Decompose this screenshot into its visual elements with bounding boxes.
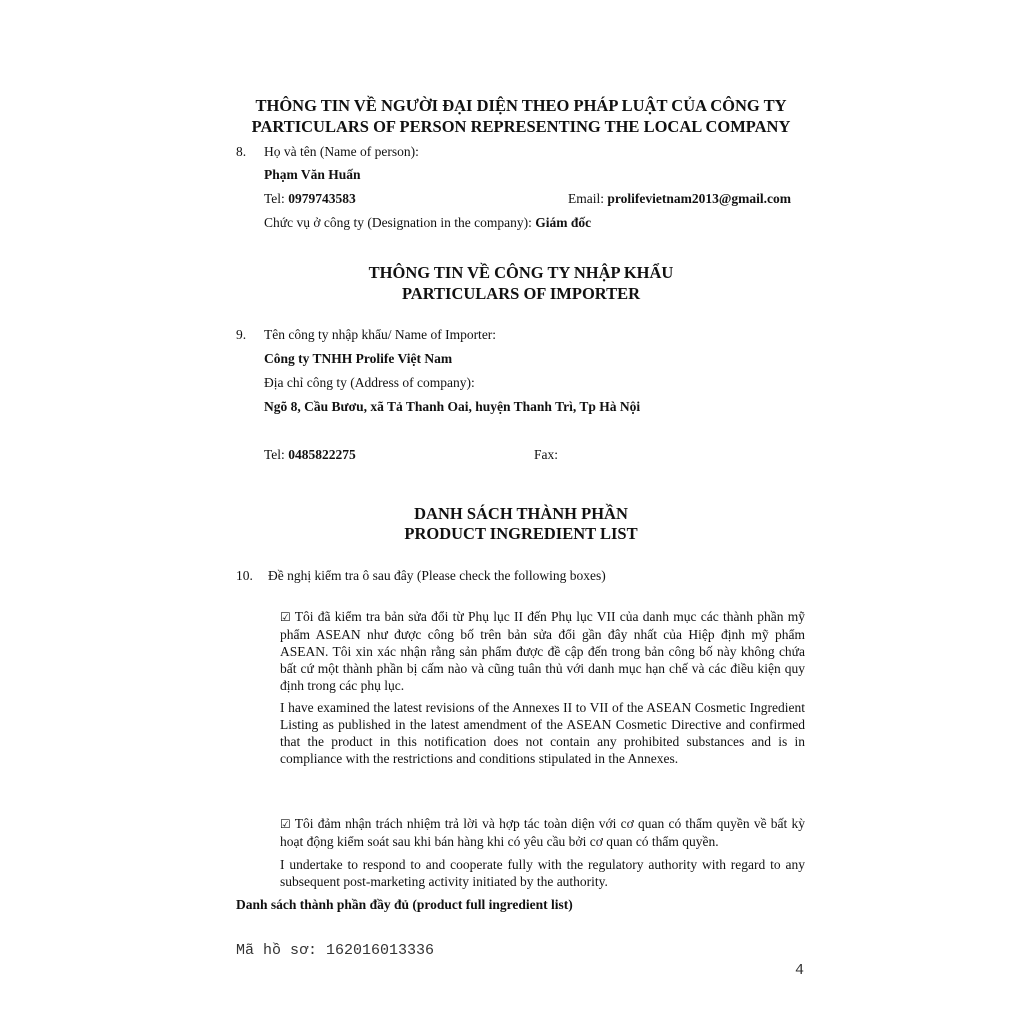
check-instruction: Đề nghị kiểm tra ô sau đây (Please check the following boxes) bbox=[268, 568, 606, 583]
section-rep-title-vi: THÔNG TIN VỀ NGƯỜI ĐẠI DIỆN THEO PHÁP LUẬT CỦA CÔNG TY bbox=[255, 96, 787, 115]
section-imp-title-en: PARTICULARS OF IMPORTER bbox=[401, 284, 641, 303]
checkbox-1-vi-paragraph bbox=[280, 608, 805, 694]
rep-email-value: prolifevietnam2013@gmail.com bbox=[607, 191, 792, 206]
rep-designation-label: Chức vụ ở công ty (Designation in the company): bbox=[264, 215, 536, 230]
rep-name-value: Phạm Văn Huấn bbox=[264, 167, 361, 182]
checkbox-1-en-text: I have examined the latest revisions of the Annexes II to VII of the ASEAN Cosmetic Ingredient Listing as published in the latest amendment of the ASEAN Cosmetic Directive and confirmed that the product in this notification does not contain any prohibited substances and is in compliance with the restrictions and conditions stipulated in the Annexes. bbox=[280, 700, 805, 766]
rep-tel-label: Tel: bbox=[264, 191, 289, 206]
importer-name-value: Công ty TNHH Prolife Việt Nam bbox=[264, 351, 453, 366]
importer-tel-label: Tel: bbox=[264, 447, 289, 462]
importer-address-label: Địa chỉ công ty (Address of company): bbox=[264, 375, 475, 390]
checkbox-2-icon[interactable]: ☑ bbox=[280, 817, 291, 831]
importer-name-label: Tên công ty nhập khẩu/ Name of Importer: bbox=[264, 327, 497, 342]
checkbox-2-vi-paragraph bbox=[280, 815, 805, 850]
rep-email-label: Email: bbox=[568, 191, 608, 206]
section-ing-title-vi: DANH SÁCH THÀNH PHẦN bbox=[414, 504, 628, 523]
rep-name-label: Họ và tên (Name of person): bbox=[264, 144, 419, 159]
full-ingredient-list-heading: Danh sách thành phần đầy đủ (product full ingredient list) bbox=[236, 897, 573, 912]
item-number-9: 9. bbox=[236, 327, 247, 342]
item-number-10: 10. bbox=[236, 568, 253, 583]
section-imp-title-vi: THÔNG TIN VỀ CÔNG TY NHẬP KHẨU bbox=[368, 263, 674, 282]
rep-tel-value: 0979743583 bbox=[288, 191, 356, 206]
rep-designation-value: Giám đốc bbox=[535, 215, 592, 230]
importer-tel bbox=[264, 447, 356, 463]
checkbox-1-icon[interactable]: ☑ bbox=[280, 610, 291, 624]
rep-tel bbox=[264, 191, 356, 207]
page-number: 4 bbox=[795, 962, 805, 979]
importer-fax-label: Fax: bbox=[534, 447, 559, 462]
record-code: Mã hồ sơ: 162016013336 bbox=[236, 942, 435, 959]
checkbox-1-vi-text: Tôi đã kiểm tra bản sửa đổi từ Phụ lục II đến Phụ lục VII của danh mục các thành phần mỹ phẩm ASEAN như được công bố trên bản sửa đổi gần đây nhất của Hiệp định mỹ phẩm ASEAN. Tôi xin xác nhận rằng sản phẩm được đề cập đến trong bản công bố này không chứa bất cứ một thành phần bị cấm nào và cũng tuân thủ với danh mục hạn chế và các điều kiện quy định trong các phụ lục. bbox=[280, 609, 805, 693]
checkbox-2-en-text: I undertake to respond to and cooperate fully with the regulatory authority with regard to any subsequent post-marketing activity initiated by the authority. bbox=[280, 857, 805, 889]
importer-address-value: Ngõ 8, Cầu Bươu, xã Tả Thanh Oai, huyện Thanh Trì, Tp Hà Nội bbox=[264, 399, 641, 414]
rep-email bbox=[568, 191, 791, 207]
section-ing-title-en: PRODUCT INGREDIENT LIST bbox=[404, 524, 638, 543]
rep-designation bbox=[264, 215, 591, 231]
item-number-8: 8. bbox=[236, 144, 247, 159]
section-rep-title-en: PARTICULARS OF PERSON REPRESENTING THE LOCAL COMPANY bbox=[251, 117, 791, 136]
checkbox-2-vi-text: Tôi đảm nhận trách nhiệm trả lời và hợp tác toàn diện với cơ quan có thẩm quyền về bất kỳ hoạt động kiểm soát sau khi bán hàng khi có yêu cầu bởi cơ quan có thẩm quyền. bbox=[280, 816, 805, 849]
importer-tel-value: 0485822275 bbox=[288, 447, 356, 462]
